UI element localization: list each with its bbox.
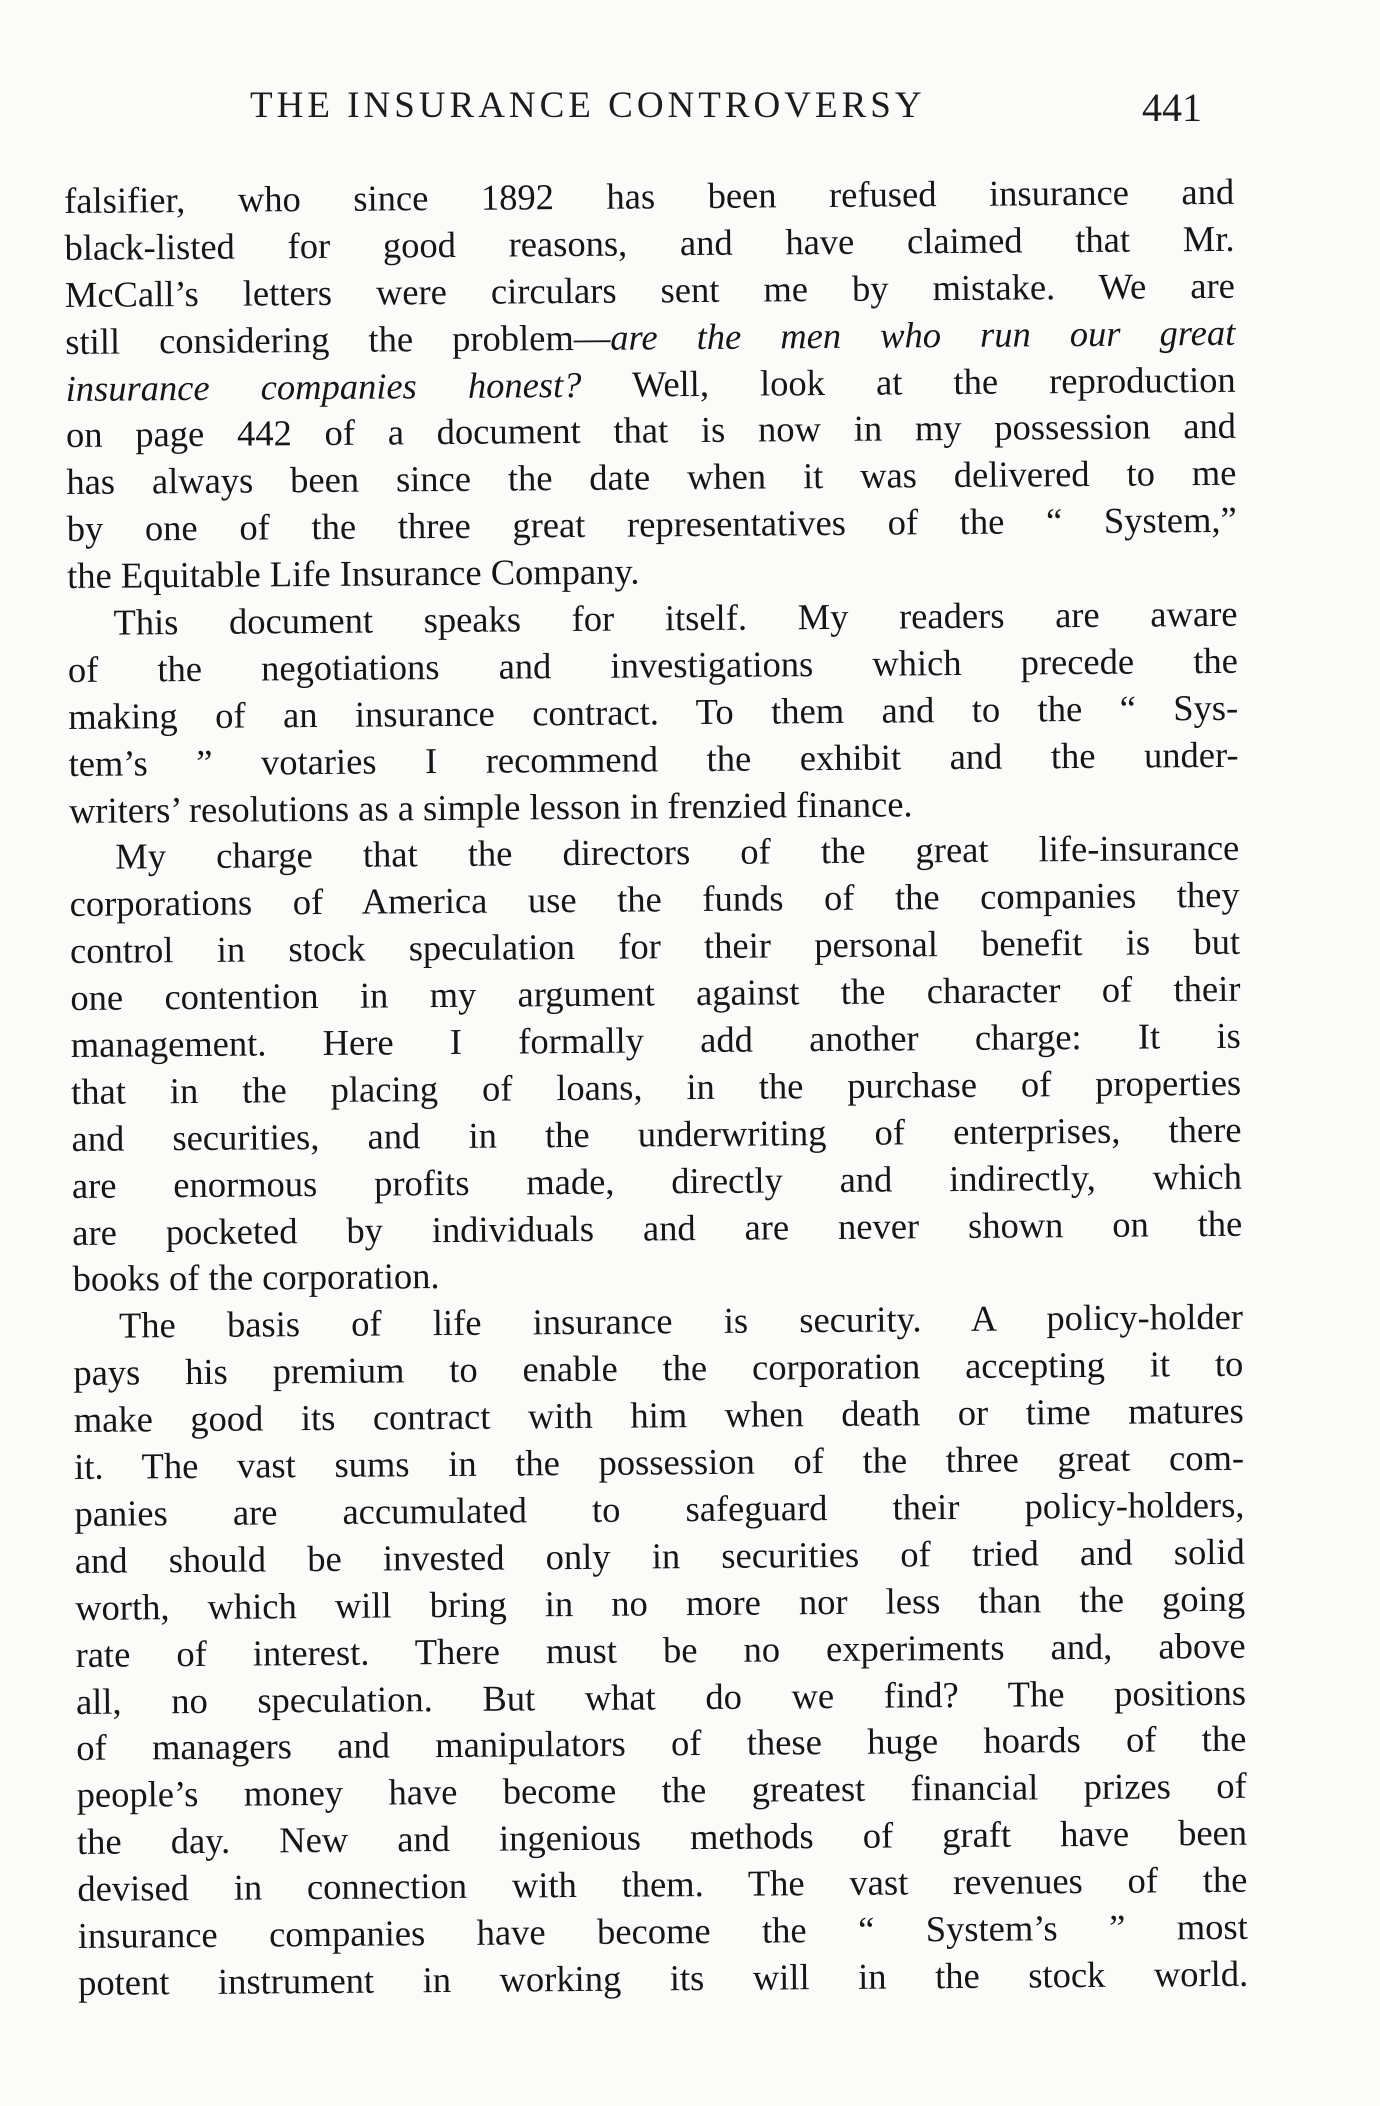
text-line-content: corporations of America use the funds of the companies they (69, 874, 1240, 925)
italic-phrase: insurance companies honest? (65, 363, 582, 409)
text-line-content: tem’s ” votaries I recommend the exhibit and the under- (68, 733, 1239, 784)
italic-phrase: are the men who run our great (610, 311, 1236, 358)
text-line-content: rate of interest. There must be no experiments and, above (75, 1624, 1246, 1675)
text-line-content: one contention in my argument against the character of their (70, 967, 1241, 1019)
text-line-content: control in stock speculation for their personal benefit is but (69, 921, 1241, 972)
text-line-content: still considering the problem— (65, 316, 611, 362)
text-line-content: make good its contract with him when death or time matures (73, 1389, 1244, 1441)
text-line-content: has always been since the date when it was delivered to me (66, 452, 1237, 503)
text-line-content: the Equitable Life Insurance Company. (66, 550, 640, 597)
text-line-content: This document speaks for itself. My readers are aware (113, 592, 1238, 643)
text-line-content: it. The vast sums in the possession of the three great com- (73, 1436, 1245, 1488)
text-line-content: are pocketed by individuals and are never shown on the (72, 1202, 1243, 1253)
body-text (64, 169, 1248, 2007)
text-line-content: worth, which will bring in no more nor less than the going (75, 1577, 1246, 1628)
text-line-content: writers’ resolutions as a simple lesson in frenzied finance. (68, 782, 913, 831)
text-line (75, 1622, 1245, 1678)
page-number: 441 (1142, 85, 1202, 130)
text-line-content: insurance companies have become the “ System’s ” most (77, 1905, 1248, 1956)
text-line-content: The basis of life insurance is security. A policy-holder (118, 1296, 1244, 1346)
text-line (68, 731, 1238, 787)
text-line-content: books of the corporation. (72, 1255, 440, 1300)
text-line-content: and should be invested only in securities of tried and solid (74, 1530, 1245, 1581)
text-line (78, 1951, 1248, 2007)
text-line-content: the day. New and ingenious methods of graft have been (76, 1811, 1248, 1863)
text-line-content: that in the placing of loans, in the purchase of properties (71, 1061, 1242, 1112)
text-line-content: Well, look at the reproduction (581, 358, 1236, 405)
text-line-content: on page 442 of a document that is now in my possession and (65, 405, 1237, 456)
text-line-content: by one of the three great representatives of the “ System,” (66, 499, 1237, 550)
text-line-content: making of an insurance contract. To them and to the “ Sys- (68, 686, 1239, 737)
text-line-content: falsifier, who since 1892 has been refused insurance and (64, 170, 1235, 221)
text-line (65, 309, 1235, 365)
text-line-content: people’s money have become the greatest financial prizes of (76, 1765, 1247, 1816)
text-line-content: devised in connection with them. The vast revenues of the (77, 1858, 1248, 1910)
running-title: THE INSURANCE CONTROVERSY (250, 85, 926, 126)
text-line-content: are enormous profits made, directly and indirectly, which (71, 1155, 1243, 1206)
text-line-content: My charge that the directors of the great life-insurance (115, 827, 1240, 878)
text-line (72, 1200, 1242, 1256)
text-line-content: and securities, and in the underwriting of enterprises, there (71, 1108, 1242, 1159)
text-line-content: management. Here I formally add another charge: It is (70, 1014, 1241, 1066)
text-line (67, 497, 1237, 553)
text-line-content: of managers and manipulators of these huge hoards of the (76, 1718, 1247, 1769)
text-line-content: potent instrument in working its will in the stock world. (78, 1952, 1249, 2003)
text-line-content: pays his premium to enable the corporation accepting it to (73, 1343, 1244, 1394)
text-line-content: all, no speculation. But what do we find? The positions (75, 1671, 1247, 1722)
text-line-content: of the negotiations and investigations which precede the (67, 639, 1238, 690)
page-header (60, 84, 1320, 144)
text-line-content: McCall’s letters were circulars sent me by mistake. We are (64, 264, 1236, 315)
text-line-content: black-listed for good reasons, and have claimed that Mr. (64, 217, 1235, 268)
text-line-content: panies are accumulated to safeguard their policy-holders, (74, 1483, 1245, 1534)
